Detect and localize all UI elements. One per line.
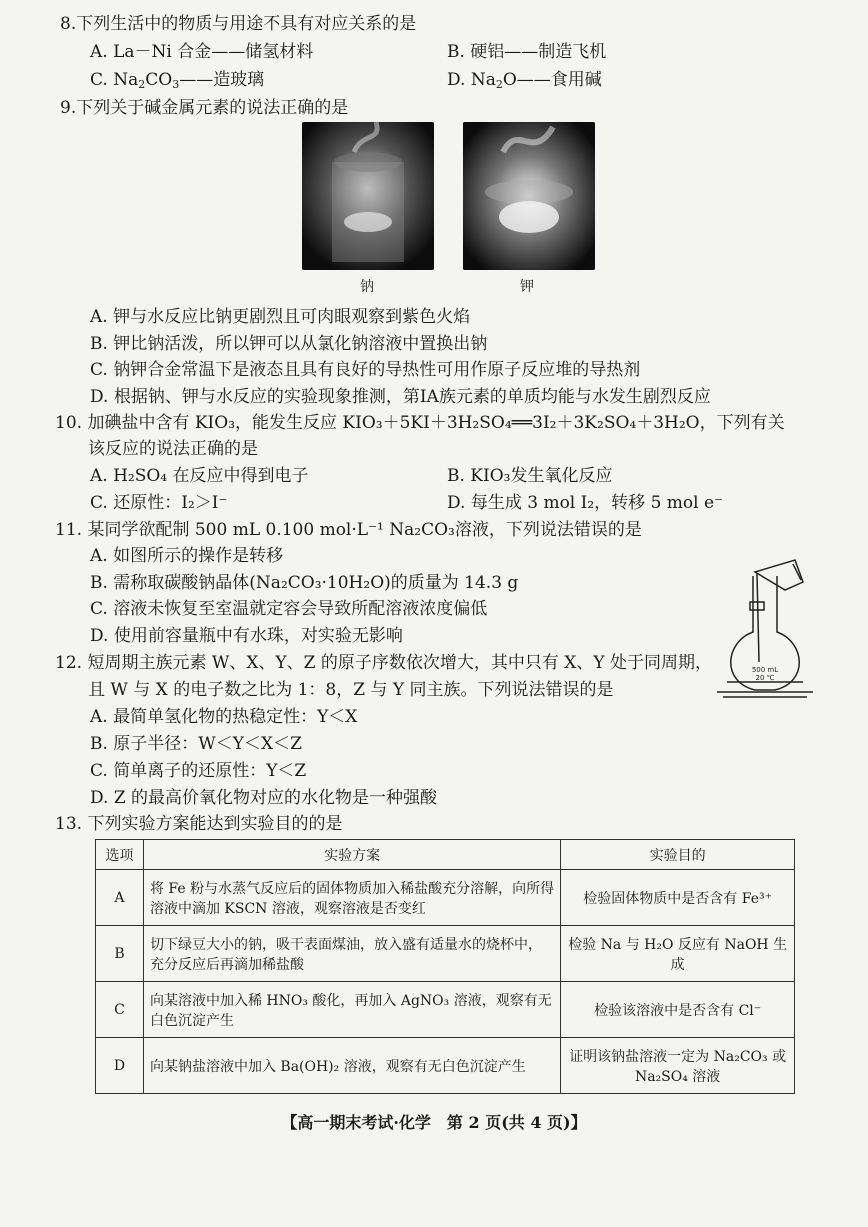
table-row [96, 1038, 795, 1094]
volumetric-flask-diagram [715, 542, 815, 702]
q9-option-d: D. 根据钠、钾与水反应的实验现象推测，第ⅠA族元素的单质均能与水发生剧烈反应 [90, 387, 711, 407]
potassium-caption: 钾 [520, 279, 534, 295]
table-header-row [96, 840, 795, 870]
flask-label-temp: 20 ℃ [755, 674, 775, 682]
q9-stem: 9.下列关于碱金属元素的说法正确的是 [60, 98, 349, 118]
q10-option-a: A. H₂SO₄ 在反应中得到电子 [90, 466, 309, 486]
q8-option-d: D. $Na_2O——$食用碱 [447, 70, 602, 91]
q9-option-b: B. 钾比钠活泼，所以钾可以从氯化钠溶液中置换出钠 [90, 334, 488, 354]
q11-option-c: C. 溶液未恢复至室温就定容会导致所配溶液浓度偏低 [90, 599, 488, 619]
header-plan: 实验方案 [143, 840, 560, 870]
q12-option-a: A. 最简单氢化物的热稳定性：Y＜X [90, 707, 358, 727]
row-plan: 向某钠盐溶液中加入 Ba(OH)₂ 溶液，观察有无白色沉淀产生 [143, 1038, 560, 1094]
q12-stem-line1: 12. 短周期主族元素 W、X、Y、Z 的原子序数依次增大，其中只有 X、Y 处于同周期， [55, 653, 712, 673]
q8-stem: 8.下列生活中的物质与用途不具有对应关系的是 [60, 14, 417, 34]
header-option: 选项 [96, 840, 144, 870]
q12-option-c: C. 简单离子的还原性：Y＜Z [90, 761, 307, 781]
row-option: B [96, 926, 144, 982]
q12-option-b: B. 原子半径：W＜Y＜X＜Z [90, 734, 302, 754]
q9-option-a: A. 钾与水反应比钠更剧烈且可肉眼观察到紫色火焰 [90, 307, 471, 327]
q10-stem-line1: 10. 加碘盐中含有 KIO₃，能发生反应 KIO₃＋5KI＋3H₂SO₄══3I₂＋3K₂SO₄＋3H₂O，下列有关 [55, 413, 785, 433]
q10-option-c: C. 还原性：I₂＞I⁻ [90, 493, 228, 513]
potassium-water-photo [463, 122, 595, 270]
table-row [96, 926, 795, 982]
flask-label-volume: 500 mL [751, 666, 779, 674]
page-footer: 【高一期末考试·化学 第 2 页(共 4 页)】 [281, 1113, 587, 1132]
table-row [96, 870, 795, 926]
q13-stem: 13. 下列实验方案能达到实验目的的是 [55, 814, 343, 834]
q8-option-b: B. 硬铝——制造飞机 [447, 42, 607, 62]
row-goal: 检验 Na 与 H₂O 反应有 NaOH 生成 [561, 926, 795, 982]
row-plan: 向某溶液中加入稀 HNO₃ 酸化，再加入 AgNO₃ 溶液，观察有无白色沉淀产生 [143, 982, 560, 1038]
q11-stem: 11. 某同学欲配制 500 mL 0.100 mol·L⁻¹ Na₂CO₃溶液，下列说法错误的是 [55, 520, 642, 540]
q10-option-d: D. 每生成 3 mol I₂，转移 5 mol e⁻ [447, 493, 724, 513]
table-row [96, 982, 795, 1038]
q10-option-b: B. KIO₃发生氧化反应 [447, 466, 613, 486]
row-plan: 将 Fe 粉与水蒸气反应后的固体物质加入稀盐酸充分溶解，向所得溶液中滴加 KSCN 溶液，观察溶液是否变红 [143, 870, 560, 926]
row-goal: 检验该溶液中是否含有 Cl⁻ [561, 982, 795, 1038]
sodium-water-photo [302, 122, 434, 270]
q11-option-d: D. 使用前容量瓶中有水珠，对实验无影响 [90, 626, 403, 646]
experiment-table [95, 839, 795, 1094]
header-goal: 实验目的 [561, 840, 795, 870]
row-goal: 检验固体物质中是否含有 Fe³⁺ [561, 870, 795, 926]
row-plan: 切下绿豆大小的钠，吸干表面煤油，放入盛有适量水的烧杯中，充分反应后再滴加稀盐酸 [143, 926, 560, 982]
q11-option-b: B. 需称取碳酸钠晶体(Na₂CO₃·10H₂O)的质量为 14.3 g [90, 573, 519, 593]
sodium-caption: 钠 [360, 279, 374, 295]
row-option: C [96, 982, 144, 1038]
q12-stem-line2: 且 W 与 X 的电子数之比为 1：8，Z 与 Y 同主族。下列说法错误的是 [88, 680, 614, 700]
row-option: A [96, 870, 144, 926]
q8-option-c: C. $Na_2CO_3——$造玻璃 [90, 70, 265, 91]
row-goal: 证明该钠盐溶液一定为 Na₂CO₃ 或 Na₂SO₄ 溶液 [561, 1038, 795, 1094]
q11-option-a: A. 如图所示的操作是转移 [90, 546, 284, 566]
q12-option-d: D. Z 的最高价氧化物对应的水化物是一种强酸 [90, 788, 438, 808]
q8-option-a: A. La－Ni 合金——储氢材料 [90, 42, 314, 62]
row-option: D [96, 1038, 144, 1094]
q9-option-c: C. 钠钾合金常温下是液态且具有良好的导热性可用作原子反应堆的导热剂 [90, 360, 641, 380]
q10-stem-line2: 该反应的说法正确的是 [88, 439, 258, 459]
